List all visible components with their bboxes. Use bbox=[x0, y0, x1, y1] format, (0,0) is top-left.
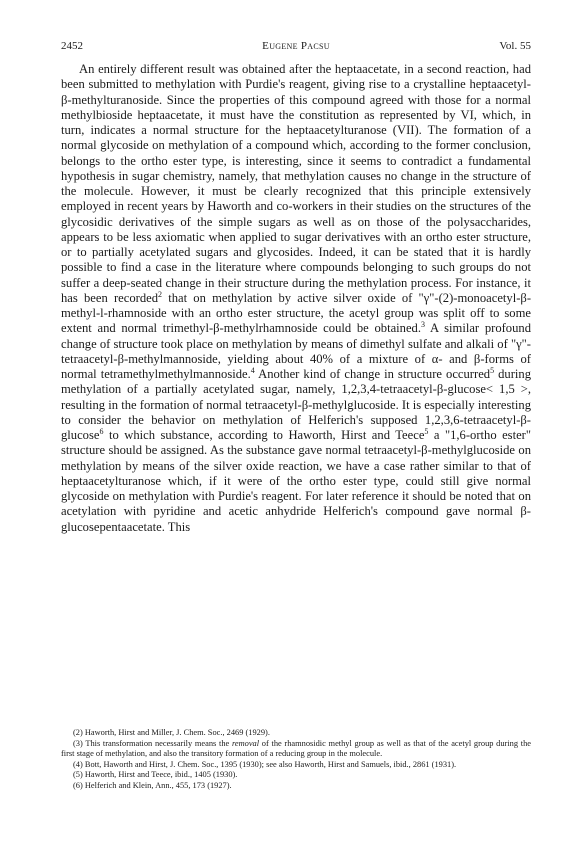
volume-label: Vol. 55 bbox=[499, 40, 531, 52]
footnote-2: (2) Haworth, Hirst and Miller, J. Chem. Soc., 2469 (1929). bbox=[73, 728, 270, 737]
paragraph bbox=[61, 62, 531, 535]
footnote-ref: 3 bbox=[421, 320, 425, 330]
text-run: during methylation of a partially acetylated sugar, namely, 1,2,3,4-tetraacetyl-β-glucose< 1,5 >, resulting in the formation of normal tetraacetyl-β-methylglucoside. It is especially interesting to consider the behavior on methylation of Helferich's supposed 1,2,3,6-tetraacetyl-β-glucose bbox=[61, 367, 532, 442]
footnote-text: (3) This transformation necessarily means the bbox=[73, 738, 232, 748]
text-run: that on methylation by active silver oxide of "γ"-(2)-monoacetyl-β-methyl-l-rhamnoside with an ortho ester structure, the acetyl group was split off to some extent and normal trimethyl-β-methylrhamnoside could be obtained. bbox=[61, 290, 532, 336]
footnote-ref: 5 bbox=[490, 365, 495, 375]
page-number: 2452 bbox=[61, 40, 83, 52]
text-run: to which substance, according to Haworth, Hirst and Teece bbox=[103, 428, 425, 442]
page-header bbox=[61, 40, 531, 56]
running-head: Eugene Pacsu bbox=[262, 40, 330, 52]
footnote-6: (6) Helferich and Klein, Ann., 455, 173 (1927). bbox=[73, 780, 232, 790]
footnote-ref: 2 bbox=[158, 289, 163, 299]
footnotes bbox=[61, 728, 531, 792]
footnote-3 bbox=[61, 739, 531, 760]
text-run: A similar profound change of structure took place on methylation by means of dimethyl sulfate and alkali of "γ"-tetraacetyl-β-methylmannoside, yielding about 40% of a mixture of α- and β-forms of normal tetramethylmethylmannoside. bbox=[61, 321, 531, 381]
footnote-ref: 4 bbox=[250, 365, 255, 375]
main-text bbox=[61, 62, 531, 535]
footnote-4: (4) Bott, Haworth and Hirst, J. Chem. Soc., 1395 (1930); see also Haworth, Hirst and Samuels, ibid., 2861 (1931). bbox=[73, 759, 457, 769]
footnote-ref: 5 bbox=[424, 426, 429, 436]
footnote-emphasis: removal bbox=[231, 738, 260, 748]
text-run: Another kind of change in structure occurred bbox=[254, 367, 491, 381]
footnote-text: of the rhamnosidic methyl group as well as that of the acetyl group during the first stage of methylation, and also the transitory formation of a reducing group in the molecule. bbox=[61, 738, 531, 759]
text-run: a "1,6-ortho ester" structure should be assigned. As the substance gave normal tetraacetyl-β-methylglucoside on methylation by means of the silver oxide reaction, we have a case rather similar to that of heptaacetylturanose which, if it were of the ortho ester type, could still give normal glycoside on methylation with Purdie's reagent. For later reference it should be noted that on acetylation with pyridine and acetic anhydride Helferich's compound gave normal β-glucosepentaacetate. This bbox=[61, 428, 532, 534]
footnote-5: (5) Haworth, Hirst and Teece, ibid., 1405 (1930). bbox=[73, 770, 238, 780]
footnote-ref: 6 bbox=[99, 426, 104, 436]
text-run: An entirely different result was obtained after the heptaacetate, in a second reaction, had been submitted to methylation with Purdie's reagent, giving rise to a crystalline heptaacetyl-β-methylturanoside. Since the properties of this compound agreed with those for a normal methylbioside heptaacetate, it must have the constitution as represented by VI, which, in turn, indicates a normal structure for the heptaacetylturanose (VII). The formation of a normal glycoside on methylation of a compound which, according to the former conclusion, belongs to the ortho ester type, is interesting, since it seems to contradict a fundamental hypothesis in sugar chemistry, namely, that methylation causes no change in the structure of the molecule. However, it must be clearly recognized that this principle extensively employed in recent years by Haworth and co-workers in their studies on the structures of the glycosidic derivatives of the simple sugars as well as on those of the polysaccharides, appears to be less axiomatic when applied to sugar derivatives with an ortho ester structure, or to partially acetylated sugars and glycosides. Indeed, it can be stated that it is hardly possible to find a case in the literature where compounds belonging to such groups do not suffer a deep-seated change in their structure during the methylation process. For instance, it has been recorded bbox=[61, 62, 531, 305]
